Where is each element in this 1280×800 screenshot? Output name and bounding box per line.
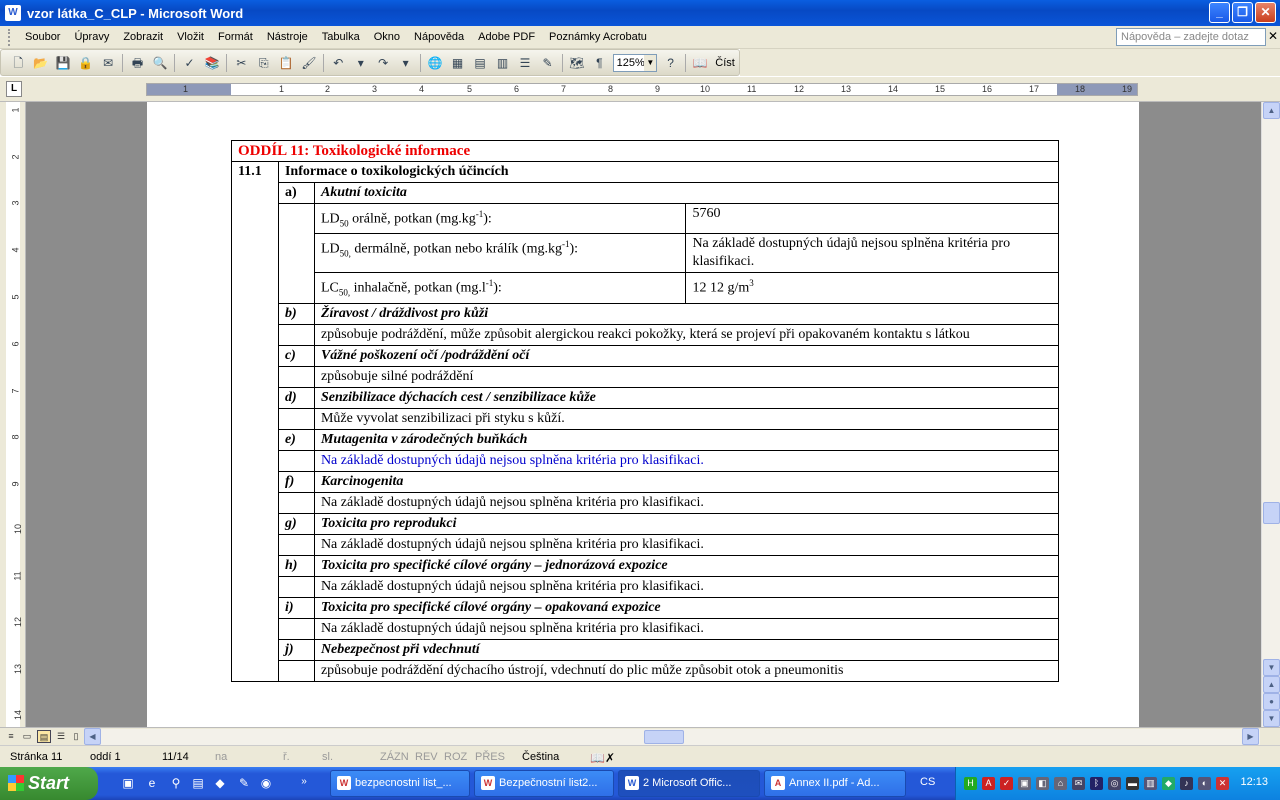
empty-cell[interactable] [278,534,314,555]
task-label: Bezpečnostní list2... [499,777,598,789]
spelling-status-icon[interactable]: 📖✗ [590,751,615,765]
toolbar-empty-area [740,49,1280,76]
browse-object-icon[interactable]: ● [1263,693,1280,710]
item-text[interactable]: Na základě dostupných údajů nejsou splněna kritéria pro klasifikaci. [314,450,1058,471]
toolbar-separator [323,54,324,72]
drawing-icon[interactable]: ✎ [542,55,553,70]
item-title[interactable]: Vážné poškození očí /podráždění očí [314,345,1058,366]
ruler-number: 11 [747,84,757,94]
text-run: dermálně, potkan nebo králík (mg.kg [350,242,562,258]
menu-nastroje[interactable]: Nástroje [266,30,308,43]
vertical-ruler[interactable] [6,102,24,727]
text-run: ): [483,211,492,227]
tray-app-icon[interactable]: ▥ [1144,777,1157,790]
tray-app-icon[interactable]: ◎ [1108,777,1121,790]
ruler-number: 14 [13,709,24,721]
help-search-input[interactable]: Nápověda – zadejte dotaz [1116,28,1266,46]
superscript: 3 [749,278,754,289]
tray-bluetooth-icon[interactable]: ᛒ [1090,777,1103,790]
clock[interactable]: 12:13 [1240,776,1268,788]
ruler-number: 1 [183,84,189,94]
item-title[interactable]: Senzibilizace dýchacích cest / senzibilizace kůže [314,387,1058,408]
menu-adobe-pdf[interactable]: Adobe PDF [478,30,536,43]
scroll-right-arrow-icon[interactable]: ▶ [1242,728,1259,745]
status-extend[interactable]: ROZ [444,751,468,763]
menu-tabulka[interactable]: Tabulka [321,30,360,43]
ruler-number: 12 [13,616,24,628]
item-letter[interactable]: g) [278,513,314,534]
redo-icon[interactable]: ↷ [378,55,389,70]
windows-flag-icon [8,775,24,791]
standard-toolbar [0,49,740,76]
toolbar-separator [562,54,563,72]
help-icon[interactable]: ? [667,55,674,70]
item-text[interactable]: způsobuje podráždění, může způsobit alergickou reakci pokožky, která se projeví při opakovaném kontaktu s látkou [314,324,1058,345]
empty-cell[interactable] [278,492,314,513]
email-icon[interactable]: ✉ [103,55,114,70]
status-page: Stránka 11 [10,751,63,763]
tray-app-icon[interactable]: H [964,777,977,790]
scroll-down-arrow-icon[interactable]: ▼ [1263,659,1280,676]
word-app-icon[interactable]: W [5,5,21,21]
tray-av-icon[interactable]: ✓ [1000,777,1013,790]
title-bar[interactable] [0,0,1280,26]
ruler-number: 6 [10,341,21,347]
zoom-dropdown-icon[interactable]: ▼ [644,55,656,71]
text-run: LD [320,242,340,258]
ld50-oral-value[interactable]: 5760 [686,204,1059,234]
status-position: na [215,751,228,763]
horizontal-scrollbar[interactable] [84,729,1260,745]
item-text[interactable]: Může vyvolat senzibilizaci při styku s kůží. [314,408,1058,429]
quicklaunch-expand-icon[interactable]: » [301,776,307,787]
section-title[interactable]: ODDÍL 11: Toxikologické informace [232,141,1059,162]
copy-icon[interactable]: ⎘ [259,55,269,70]
taskbar-item-active[interactable] [618,770,760,797]
horizontal-scroll-thumb[interactable] [644,730,684,744]
ruler-left-margin [147,84,231,95]
lc50-inhal-label[interactable] [314,273,686,303]
ruler-number: 5 [10,294,21,300]
spelling-icon[interactable]: ✓ [184,55,195,70]
item-text[interactable]: Na základě dostupných údajů nejsou splněna kritéria pro klasifikaci. [314,576,1058,597]
status-track-changes[interactable]: REV [415,751,438,763]
ruler-number: 12 [794,84,805,94]
read-book-icon: 📖 [692,55,708,70]
empty-cell[interactable] [278,324,314,345]
ruler-number: 5 [467,84,473,94]
ruler-number: 19 [1122,84,1133,94]
text-run: inhalačně, potkan (mg.l [350,281,486,297]
ruler-number: 1 [10,107,21,113]
previous-page-icon[interactable]: ▲ [1263,676,1280,693]
toolbar-separator [685,54,686,72]
ruler-number: 14 [888,84,899,94]
item-text[interactable]: Na základě dostupných údajů nejsou splněna kritéria pro klasifikaci. [314,534,1058,555]
next-page-icon[interactable]: ▼ [1263,710,1280,727]
ld50-dermal-value[interactable]: Na základě dostupných údajů nejsou splněna kritéria pro klasifikaci. [686,234,1059,273]
item-title[interactable]: Akutní toxicita [314,183,1058,204]
undo-dropdown-icon[interactable]: ▾ [357,55,364,70]
columns-icon[interactable]: ☰ [519,55,531,70]
word-doc-icon: W [481,776,495,790]
restore-button[interactable]: ❐ [1232,2,1253,23]
vertical-scroll-thumb[interactable] [1263,502,1280,524]
status-pages: 11/14 [162,751,189,763]
quicklaunch-ie-icon[interactable]: e [148,776,156,790]
outline-view-icon[interactable]: ☰ [56,731,66,741]
item-letter[interactable]: d) [278,387,314,408]
status-bar [0,745,1280,767]
item-letter[interactable]: e) [278,429,314,450]
show-formatting-icon[interactable]: ¶ [596,55,603,70]
document-map-icon[interactable]: 🗺 [569,55,585,70]
web-layout-icon[interactable]: ▭ [22,731,32,741]
print-icon[interactable]: 🖶 [131,55,144,70]
insert-excel-icon[interactable]: ▥ [496,55,509,70]
empty-cell[interactable] [278,408,314,429]
ruler-number: 11 [12,571,23,581]
permission-icon[interactable]: 🔒 [78,55,94,70]
status-language[interactable]: Čeština [522,751,560,763]
cut-icon[interactable]: ✂ [236,55,247,70]
reading-layout-icon[interactable]: ▯ [73,731,79,741]
superscript: -1 [475,209,484,219]
item-text[interactable]: Na základě dostupných údajů nejsou splněna kritéria pro klasifikaci. [314,618,1058,639]
input-language[interactable]: CS [920,776,936,788]
text-run: ): [493,281,502,297]
tray-app-icon[interactable]: ◐ [1198,777,1211,790]
ruler-number: 4 [10,247,21,253]
toxicology-table [231,140,1059,682]
quicklaunch-app-icon[interactable]: ◉ [260,776,272,790]
empty-cell[interactable] [278,366,314,387]
print-preview-icon[interactable]: 🔍 [152,55,168,70]
text-run: 12 12 g/m [692,281,750,297]
tray-app-icon[interactable]: ▬ [1128,778,1137,788]
task-label: bezpecnostni list_... [355,777,452,789]
empty-cell[interactable] [278,618,314,639]
taskbar-item[interactable] [474,770,614,797]
ruler-number: 7 [10,388,21,394]
item-text[interactable]: Na základě dostupných údajů nejsou splněna kritéria pro klasifikaci. [314,492,1058,513]
toolbar-separator [420,54,421,72]
close-button[interactable]: ✕ [1255,2,1276,23]
minimize-button[interactable]: _ [1209,2,1230,23]
item-letter[interactable]: b) [278,303,314,324]
new-document-icon[interactable]: 🗋 [13,55,24,70]
ruler-number: 9 [10,481,21,487]
menu-poznamky-acrobatu[interactable]: Poznámky Acrobatu [549,30,647,43]
ruler-number: 16 [982,84,993,94]
menu-napoveda[interactable]: Nápověda [414,30,465,43]
window-controls [1209,2,1276,23]
quicklaunch-desktop-icon[interactable]: ▣ [122,776,134,790]
empty-cell[interactable] [278,450,314,471]
item-letter[interactable]: j) [278,639,314,660]
tray-app-icon[interactable]: ◧ [1036,777,1049,790]
ruler-number: 3 [10,200,21,206]
window-title: vzor látka_C_CLP - Microsoft Word [27,5,244,21]
ruler-number: 10 [700,84,711,94]
status-column: sl. [322,751,333,763]
redo-dropdown-icon[interactable]: ▾ [402,55,409,70]
text-run: LD [320,211,340,227]
ruler-number: 6 [514,84,520,94]
menu-okno[interactable]: Okno [373,30,401,43]
paste-icon[interactable]: 📋 [278,55,294,70]
item-title[interactable]: Mutagenita v zárodečných buňkách [314,429,1058,450]
tray-app-icon[interactable]: ◆ [1162,777,1175,790]
item-title[interactable]: Žíravost / dráždivost pro kůži [314,303,1058,324]
task-label: 2 Microsoft Offic... [643,777,732,789]
subsection-title[interactable]: Informace o toxikologických účincích [278,162,1058,183]
insert-table-icon[interactable]: ▤ [474,55,486,70]
ruler-number: 9 [655,84,661,94]
format-painter-icon[interactable]: 🖌 [301,55,317,70]
zoom-select[interactable] [613,54,658,72]
ruler-number: 18 [1075,84,1086,94]
ruler-number: 10 [13,523,24,535]
print-layout-icon[interactable]: ▤ [37,730,51,743]
horizontal-scroll-row [0,727,1280,745]
menu-zobrazit[interactable]: Zobrazit [123,30,164,43]
undo-icon[interactable]: ↶ [333,55,344,70]
tray-app-icon[interactable]: ⌂ [1054,777,1067,790]
menu-format[interactable]: Formát [217,30,253,43]
doc-close-icon[interactable]: ✕ [1267,29,1278,43]
normal-view-icon[interactable]: ≡ [8,731,14,741]
menu-vlozit[interactable]: Vložit [177,30,204,43]
task-label: Annex II.pdf - Ad... [789,777,880,789]
ruler-number: 4 [419,84,425,94]
quicklaunch-app-icon[interactable]: ✎ [238,776,250,790]
ruler-number: 15 [935,84,946,94]
tray-network-icon[interactable]: ▣ [1018,777,1031,790]
zoom-value: 125% [616,56,645,69]
tray-app-icon[interactable]: ✉ [1072,777,1085,790]
hyperlink-icon[interactable]: 🌐 [427,55,443,70]
read-button[interactable]: Číst [715,56,735,69]
tray-app-icon[interactable]: ✕ [1216,777,1229,790]
item-letter[interactable]: c) [278,345,314,366]
ld50-oral-label[interactable] [314,204,686,234]
menu-upravy[interactable]: Úpravy [74,30,110,43]
subscript: 50, [338,287,351,298]
ruler-number: 1 [279,84,285,94]
item-title[interactable]: Toxicita pro reprodukci [314,513,1058,534]
toolbar-separator [174,54,175,72]
item-title[interactable]: Toxicita pro specifické cílové orgány – jednorázová expozice [314,555,1058,576]
scroll-up-arrow-icon[interactable]: ▲ [1263,102,1280,119]
pdf-icon: A [771,776,785,790]
taskbar-item[interactable] [330,770,470,797]
ruler-number: 13 [13,663,24,675]
word-doc-icon: W [337,776,351,790]
tray-pdf-icon[interactable]: A [982,777,995,790]
superscript: -1 [485,278,494,289]
text-run: ): [569,242,579,258]
item-text[interactable]: způsobuje silné podráždění [314,366,1058,387]
tray-volume-icon[interactable]: ♪ [1180,777,1193,790]
empty-cell[interactable] [278,576,314,597]
subscript: 50 [339,218,349,229]
menu-soubor[interactable]: Soubor [25,30,61,43]
subsection-number[interactable]: 11.1 [232,162,279,682]
item-letter[interactable]: i) [278,597,314,618]
ruler-number: 8 [608,84,614,94]
item-letter[interactable]: f) [278,471,314,492]
ruler-number: 2 [10,154,21,160]
ruler-number: 8 [10,434,21,440]
ruler-number: 2 [325,84,331,94]
research-icon[interactable]: 📚 [204,55,220,70]
lc50-inhal-value[interactable] [686,273,1059,303]
word-app-icon: W [625,776,639,790]
ruler-number: 13 [841,84,852,94]
menu-bar [0,26,1280,49]
ruler-number: 17 [1029,84,1040,94]
status-record-macro[interactable]: ZÁZN [380,751,409,763]
text-run: LC [320,281,339,297]
scroll-left-arrow-icon[interactable]: ◀ [84,728,101,745]
quicklaunch-app-icon[interactable]: ▤ [192,776,204,790]
subscript: 50, [339,248,351,259]
text-run: orálně, potkan (mg.kg [348,211,476,227]
horizontal-ruler[interactable] [146,83,1138,96]
ld50-dermal-label[interactable] [314,234,686,273]
ruler-number: 7 [561,84,567,94]
tables-borders-icon[interactable]: ▦ [451,55,464,70]
system-tray [955,767,1280,800]
menu-grip[interactable] [8,29,12,46]
quicklaunch-app-icon[interactable]: ◆ [215,776,225,790]
status-section: oddí 1 [90,751,121,763]
start-label: Start [28,773,70,793]
ruler-number: 3 [372,84,378,94]
toolbar-separator [122,54,123,72]
item-letter[interactable]: h) [278,555,314,576]
item-title[interactable]: Nebezpečnost při vdechnutí [314,639,1058,660]
empty-cell[interactable] [278,660,314,681]
taskbar [0,767,1280,800]
empty-cell[interactable] [278,204,314,304]
tab-selector[interactable]: L [6,81,22,97]
taskbar-item[interactable] [764,770,906,797]
quicklaunch-search-icon[interactable]: ⚲ [171,776,181,790]
item-title[interactable]: Toxicita pro specifické cílové orgány – opakovaná expozice [314,597,1058,618]
status-line: ř. [283,751,290,763]
item-title[interactable]: Karcinogenita [314,471,1058,492]
toolbar-separator [226,54,227,72]
status-overtype[interactable]: PŘES [475,751,505,763]
item-letter[interactable]: a) [278,183,314,204]
save-icon[interactable]: 💾 [55,55,71,70]
start-button[interactable] [0,767,98,800]
item-text[interactable]: způsobuje podráždění dýchacího ústrojí, vdechnutí do plic může způsobit otok a pneumonitis [314,660,1058,681]
open-folder-icon[interactable]: 📂 [33,55,49,70]
vertical-scrollbar[interactable] [1261,102,1280,727]
superscript: -1 [561,239,570,250]
